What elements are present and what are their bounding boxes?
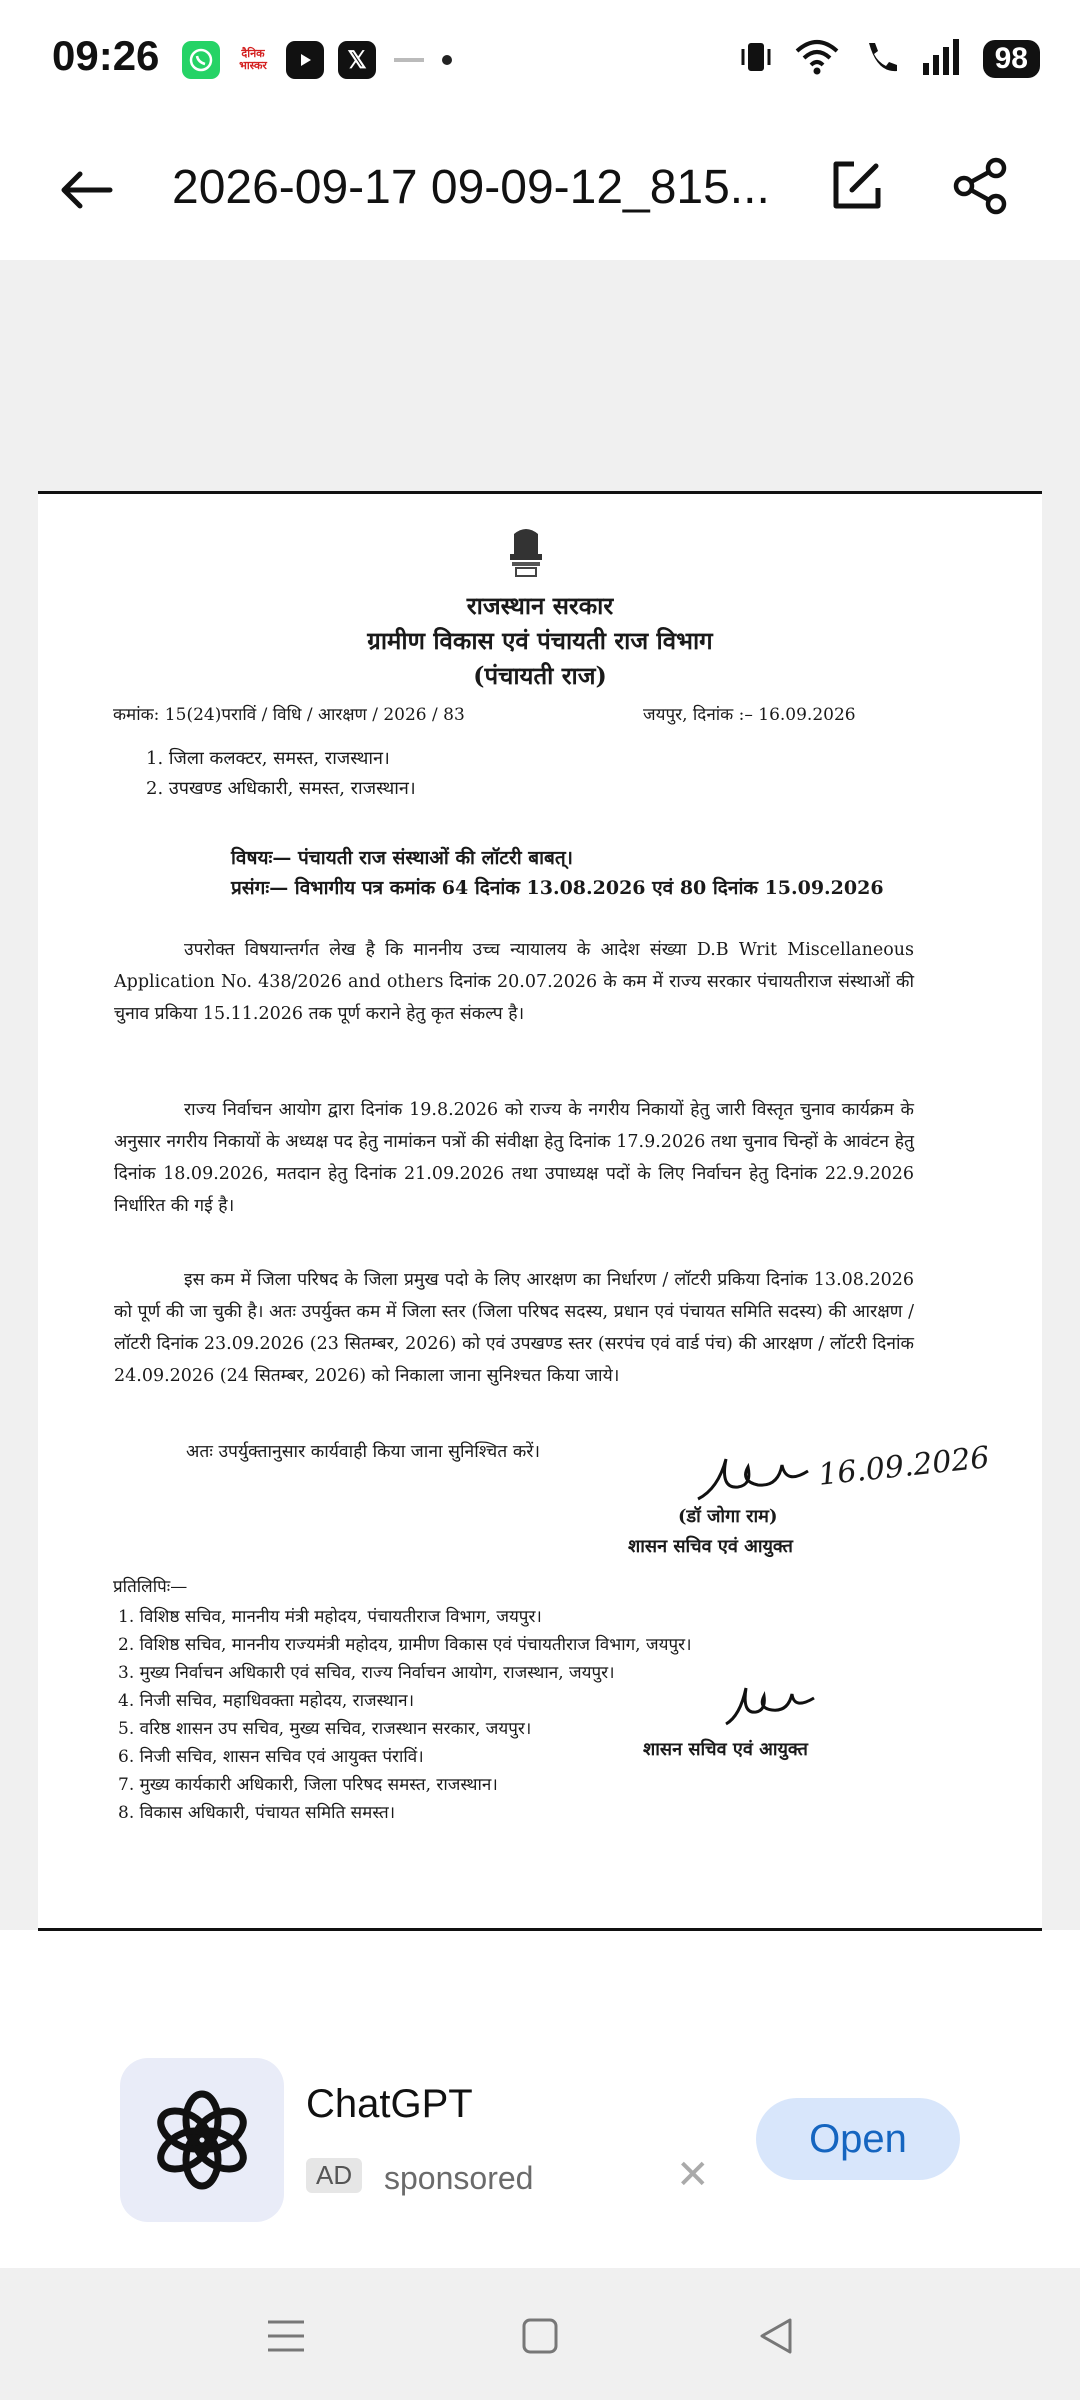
menu-icon[interactable]	[258, 2308, 314, 2364]
doc-copy-item: 6. निजी सचिव, शासन सचिव एवं आयुक्त पंराविं।	[118, 1747, 424, 1767]
youtube-icon	[286, 41, 324, 79]
doc-header-government: राजस्थान सरकार	[466, 591, 614, 620]
ad-title[interactable]: ChatGPT	[306, 2082, 473, 2126]
doc-header-division: (पंचायती राज)	[473, 661, 607, 690]
share-button[interactable]	[950, 156, 1014, 220]
doc-ref-date: जयपुर, दिनांक :– 16.09.2026	[643, 705, 856, 725]
whatsapp-icon	[182, 41, 220, 79]
doc-closing: अतः उपर्युक्तानुसार कार्यवाही किया जाना सुनिश्चित करें।	[186, 1442, 541, 1462]
clock: 09:26	[52, 32, 160, 79]
open-button[interactable]: Open	[756, 2098, 960, 2180]
doc-subject: विषयः— पंचायती राज संस्थाओं की लॉटरी बाबत्।	[231, 847, 573, 869]
doc-header-department: ग्रामीण विकास एवं पंचायती राज विभाग	[367, 626, 713, 655]
battery-indicator: 98	[983, 40, 1040, 78]
system-status	[739, 34, 1040, 84]
home-square-icon[interactable]	[512, 2308, 568, 2364]
document-page[interactable]	[38, 491, 1042, 1931]
back-triangle-icon[interactable]	[748, 2308, 804, 2364]
news-app-icon: दैनिक भास्कर	[234, 41, 272, 79]
wifi-calling-icon	[861, 37, 901, 81]
edit-icon	[826, 156, 886, 216]
signatory-title: शासन सचिव एवं आयुक्त	[643, 1739, 808, 1760]
file-title: 2026-09-17 09-09-12_815...	[172, 161, 770, 214]
navigation-bar	[0, 2268, 1080, 2400]
arrow-left-icon	[58, 170, 114, 210]
wifi-icon	[793, 37, 841, 81]
doc-reference: प्रसंगः— विभागीय पत्र कमांक 64 दिनांक 13.08.2026 एवं 80 दिनांक 15.09.2026	[231, 877, 884, 899]
notification-icons	[182, 40, 452, 80]
doc-copy-heading: प्रतिलिपिः—	[113, 1577, 188, 1597]
ad-badge: AD	[306, 2158, 362, 2193]
doc-addressee: 2. उपखण्ड अधिकारी, समस्त, राजस्थान।	[146, 778, 416, 799]
doc-copy-item: 2. विशिष्ठ सचिव, माननीय राज्यमंत्री महोदय, ग्रामीण विकास एवं पंचायतीराज विभाग, जयपुर।	[118, 1635, 692, 1655]
ad-card[interactable]	[72, 2010, 1008, 2268]
edit-button[interactable]	[826, 156, 890, 220]
app-bar	[0, 120, 1080, 260]
doc-copy-item: 4. निजी सचिव, महाधिवक्ता महोदय, राजस्थान।	[118, 1691, 415, 1711]
signatory-name: (डॉ जोगा राम)	[678, 1506, 778, 1527]
status-bar	[0, 0, 1080, 120]
x-icon: 𝕏	[338, 41, 376, 79]
close-icon[interactable]: ✕	[676, 2152, 710, 2198]
doc-copy-item: 7. मुख्य कार्यकारी अधिकारी, जिला परिषद समस्त, राजस्थान।	[118, 1775, 498, 1795]
openai-logo-icon	[120, 2058, 284, 2222]
document-viewer[interactable]	[0, 260, 1080, 1930]
doc-copy-item: 3. मुख्य निर्वाचन अधिकारी एवं सचिव, राज्य निर्वाचन आयोग, राजस्थान, जयपुर।	[118, 1663, 615, 1683]
doc-ref-number: कमांक: 15(24)पराविं / विधि / आरक्षण / 2026 / 83	[113, 705, 465, 725]
doc-copy-item: 8. विकास अधिकारी, पंचायत समिति समस्त।	[118, 1803, 396, 1823]
doc-paragraph: राज्य निर्वाचन आयोग द्वारा दिनांक 19.8.2026 को राज्य के नगरीय निकायों हेतु जारी विस्तृत चुनाव कार्यक्रम के अनुसार नगरीय निकायों के अध्यक्ष पद हेतु नामांकन पत्रों की संवीक्षा हेतु दिनांक 17.9.2026 तथा चुनाव चिन्हों के आवंटन हेतु दिनांक 18.09.2026, मतदान हेतु दिनांक 21.09.2026 तथा उपाध्यक्ष पदों के लिए निर्वाचन हेतु दिनांक 22.9.2026 निर्धारित की गई है।	[114, 1100, 914, 1216]
app-icon	[390, 41, 428, 79]
doc-copy-item: 5. वरिष्ठ शासन उप सचिव, मुख्य सचिव, राजस्थान सरकार, जयपुर।	[118, 1719, 532, 1739]
doc-addressee: 1. जिला कलक्टर, समस्त, राजस्थान।	[146, 748, 390, 769]
share-icon	[950, 156, 1010, 216]
back-button[interactable]	[58, 158, 138, 222]
doc-paragraph: इस कम में जिला परिषद के जिला प्रमुख पदो के लिए आरक्षण का निर्धारण / लॉटरी प्रकिया दिनांक 13.08.2026 को पूर्ण की जा चुकी है। अतः उपर्युक्त कम में जिला स्तर (जिला परिषद सदस्य, प्रधान एवं पंचायत समिति सदस्य) की आरक्षण / लॉटरी दिनांक 23.09.2026 (23 सितम्बर, 2026) को एवं उपखण्ड स्तर (सरपंच एवं वार्ड पंच) की आरक्षण / लॉटरी दिनांक 24.09.2026 (24 सितम्बर, 2026) को निकाला जाना सुनिश्चत किया जाये।	[114, 1270, 914, 1386]
ad-subtitle: sponsored	[384, 2160, 534, 2196]
doc-paragraph: उपरोक्त विषयान्तर्गत लेख है कि माननीय उच्च न्यायालय के आदेश संख्या D.B Writ Miscellaneous Application No. 438/2026 and others दिनांक 20.07.2026 के कम में राज्य सरकार पंचायतीराज संस्थाओं की चुनाव प्रकिया 15.11.2026 तक पूर्ण कराने हेतु कृत संकल्प है।	[114, 940, 914, 1024]
signatory-title: शासन सचिव एवं आयुक्त	[628, 1536, 793, 1557]
vibrate-icon	[739, 37, 773, 81]
signature-image	[688, 1439, 838, 1509]
signature-date: 16.09.2026	[816, 1440, 992, 1493]
more-dot-icon	[442, 55, 452, 65]
signal-icon	[921, 37, 963, 81]
doc-copy-item: 1. विशिष्ठ सचिव, माननीय मंत्री महोदय, पंचायतीराज विभाग, जयपुर।	[118, 1607, 542, 1627]
emblem-icon	[504, 524, 548, 580]
signature-image	[718, 1674, 828, 1734]
